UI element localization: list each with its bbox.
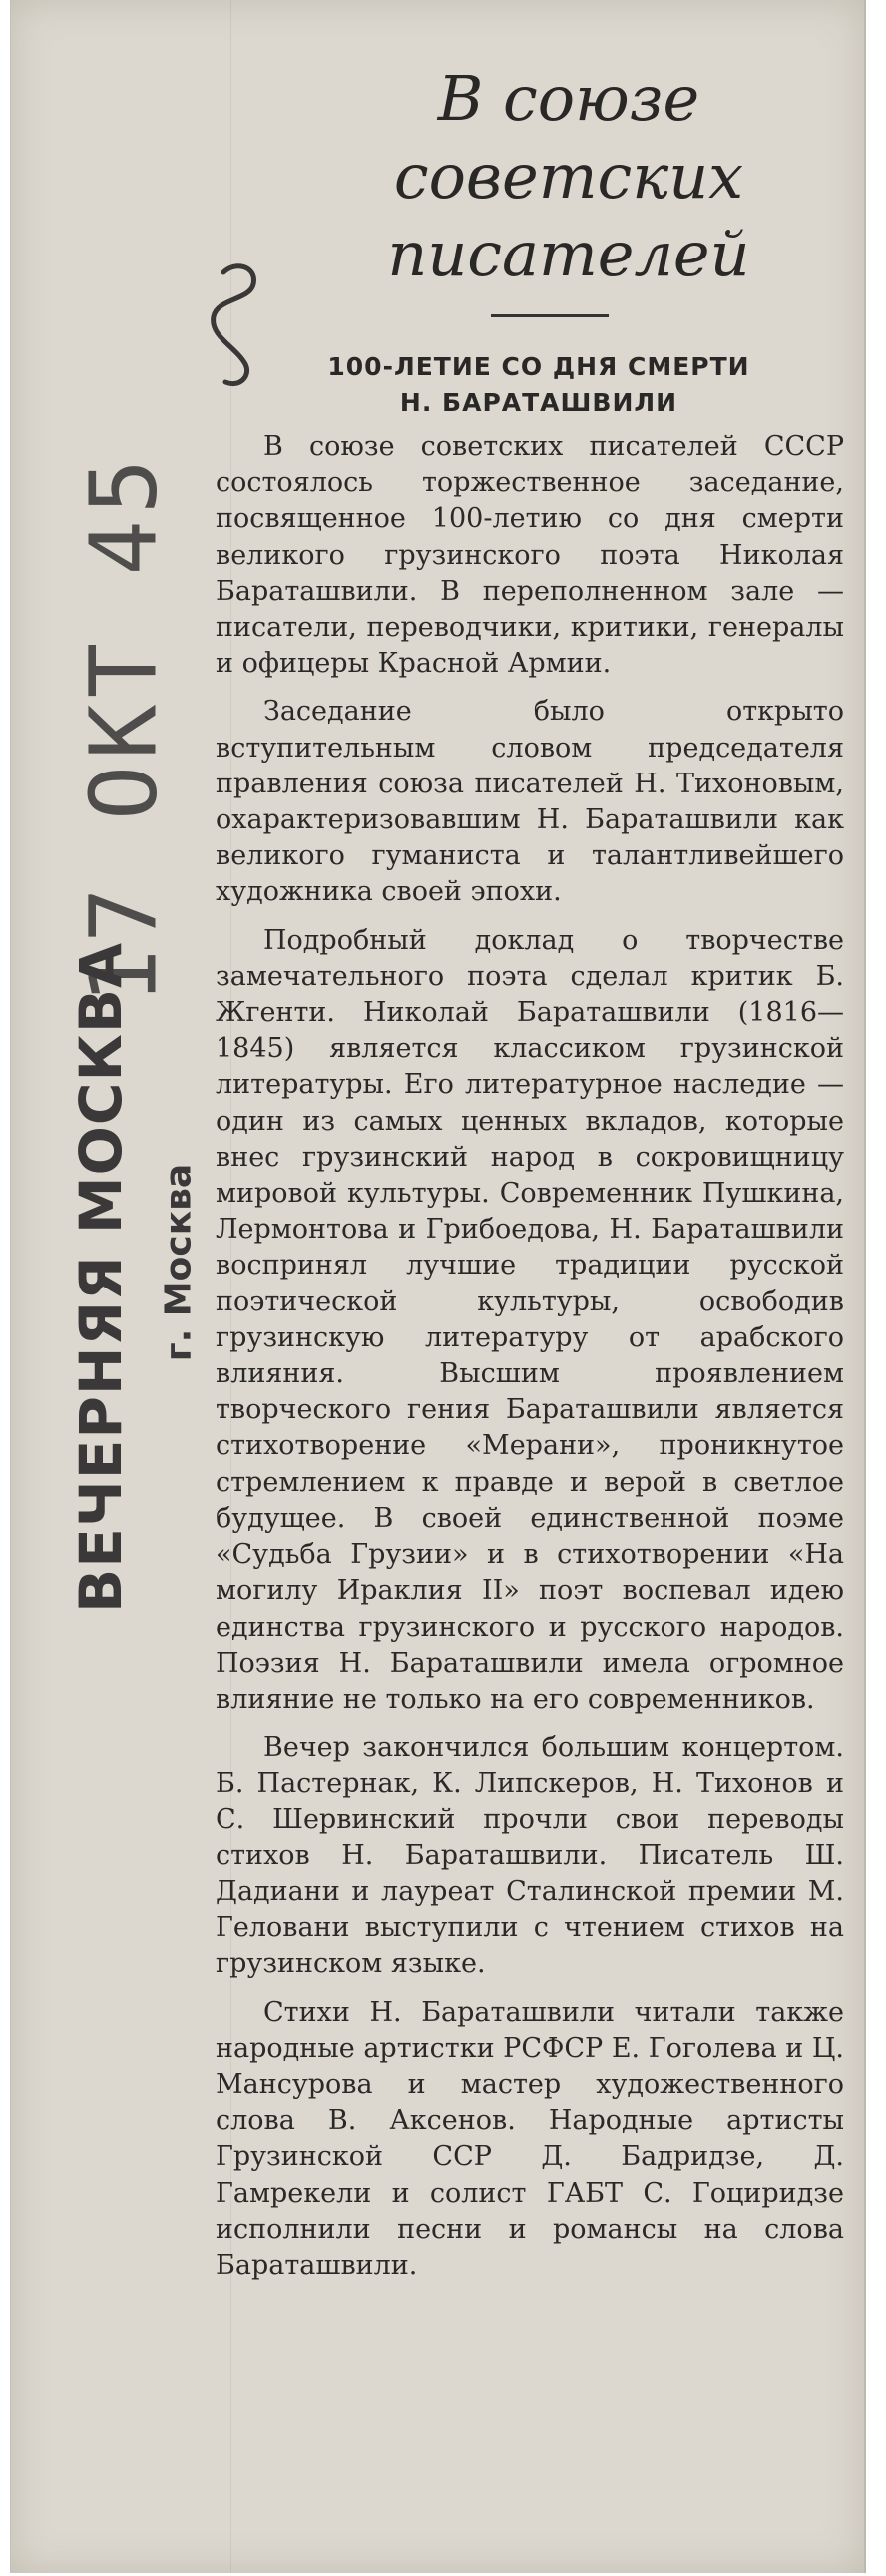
headline-divider bbox=[491, 314, 609, 317]
newspaper-name-text: ВЕЧЕРНЯЯ МОСКВА bbox=[67, 942, 135, 1613]
city-stamp-text: г. Москва bbox=[158, 1163, 200, 1362]
newspaper-name-stamp bbox=[51, 942, 151, 1613]
paragraph-4: Вечер закончился большим концертом. Б. Пастернак, К. Липскеров, Н. Тихонов и С. Шервинский прочли свои переводы стихов Н. Бараташвили. Писатель Ш. Дадиани и лауреат Сталинской премии М. Геловани выступили с чтением стихов на грузинском языке. bbox=[216, 1732, 844, 1980]
paragraph-3: Подробный доклад о творчестве замечательного поэта сделал критик Б. Жгенти. Николай Бараташвили (1816—1845) является классиком грузинской литературы. Его литературное наследие — один из самых ценных вкладов, которые внес грузинский народ в сокровищницу мировой культуры. Современник Пушкина, Лермонтова и Грибоедова, Н. Бараташвили воспринял лучшие традиции русской поэтической культуры, освободив грузинскую литературу от арабского влияния. Высшим проявлением творческого гения Бараташвили является стихотворение «Мерани», проникнутое стремлением к правде и верой в светлое будущее. В своей единственной поэме «Судьба Грузии» и в стихотворении «На могилу Ираклия II» поэт воспевал идею единства грузинского и русского народов. Поэзия Н. Бараташвили имела огромное влияние не только на его современников. bbox=[216, 924, 844, 1715]
city-stamp bbox=[149, 1148, 209, 1377]
paragraph-1: В союзе советских писателей СССР состоялось торжественное заседание, посвященное 100-летию со дня смерти великого грузинского поэта Николая Бараташвили. В переполненном зале — писатели, переводчики, критики, генералы и офицеры Красной Армии. bbox=[216, 431, 844, 680]
date-stamp-text: 17 ОКТ 45 bbox=[70, 452, 178, 1005]
date-stamp bbox=[49, 452, 199, 1005]
headline-line-3: писателей bbox=[387, 218, 750, 290]
subheadline-line-2: Н. БАРАТАШВИЛИ bbox=[399, 388, 678, 417]
headline bbox=[299, 60, 838, 293]
headline-line-2: советских bbox=[393, 140, 744, 213]
paragraph-5: Стихи Н. Бараташвили читали также народные артистки РСФСР Е. Гоголева и Ц. Мансурова и мастер художественного слова В. Аксенов. Народные артисты Грузинской ССР Д. Бадридзе, Д. Гамрекели и солист ГАБТ С. Гоциридзе исполнили песни и романсы на слова Бараташвили. bbox=[216, 1996, 844, 2281]
subheadline-line-1: 100-ЛЕТИЕ СО ДНЯ СМЕРТИ bbox=[327, 352, 750, 381]
paragraph-2: Заседание было открыто вступительным словом председателя правления союза писателей Н. Тихоновым, охарактеризовавшим Н. Бараташвили как великого гуманиста и талантливейшего художника своей эпохи. bbox=[216, 696, 844, 908]
subheadline bbox=[259, 349, 818, 421]
article-body bbox=[216, 429, 844, 2296]
headline-line-1: В союзе bbox=[437, 62, 700, 135]
